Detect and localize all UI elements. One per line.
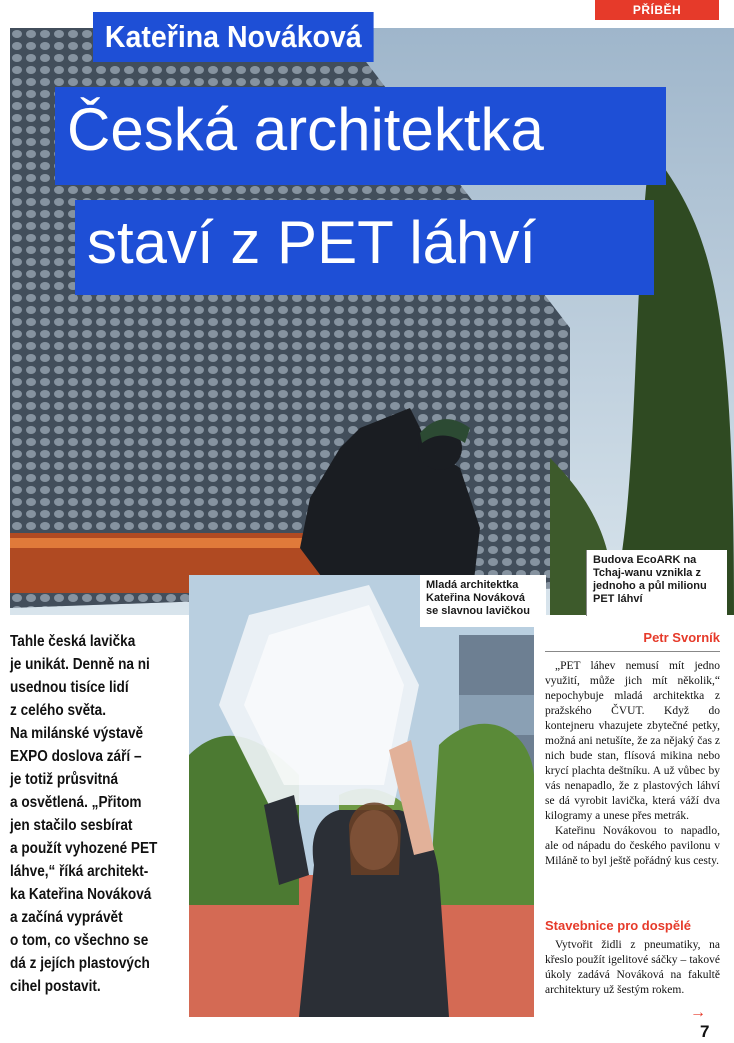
- article-body: [545, 659, 720, 869]
- lead-line: EXPO doslova září –: [10, 748, 142, 765]
- architect-with-bench-illustration: [189, 575, 534, 1017]
- page-number: 7: [700, 1022, 710, 1041]
- lead-line: láhve,“ říká architekt-: [10, 863, 149, 880]
- continue-arrow-icon: →: [690, 1004, 706, 1021]
- lead-line: o tom, co všechno se: [10, 932, 149, 949]
- lead-line: je totiž průsvitná: [10, 771, 119, 788]
- lead-line: cihel postavit.: [10, 978, 101, 995]
- body-paragraph: Vytvořit židli z pneumatiky, na křeslo použít igelitové sáčky – takové úkoly zadává Nováková na fakultě architektury už šestým rokem.: [545, 939, 720, 996]
- section-tag: PŘÍBĚH: [595, 0, 719, 20]
- headline-line-2: staví z PET láhví: [75, 200, 654, 295]
- lead-line: Na milánské výstavě: [10, 725, 144, 742]
- lead-line: ka Kateřina Nováková: [10, 886, 152, 903]
- author-byline: Petr Svorník: [643, 630, 720, 645]
- building-caption: Budova EcoARK na Tchaj-wanu vznikla z jednoho a půl milionu PET láhví: [586, 550, 727, 616]
- lead-line: jen stačilo sesbírat: [10, 817, 133, 834]
- lead-paragraph: [10, 630, 159, 998]
- lead-line: je unikát. Denně na ni: [10, 656, 150, 673]
- lead-line: dá z jejích plastových: [10, 955, 150, 972]
- body-paragraph: „PET láhev nemusí mít jedno využití, může jich mít několik,“ nepochybuje mladá architektka z pražského ČVUT. Když do kontejneru vhazujete zbytečné petky, možná ani netušíte, že za nějaký čas z nich bude stan, flísová mikina nebo krycí plachta deštníku. A už vůbec by vás nenapadlo, že z plastových láhví se dá vyrobit lavička, která váží dva kilogramy a unese přes metrák.: [545, 660, 720, 822]
- subheading: Stavebnice pro dospělé: [545, 918, 691, 933]
- lead-line: a osvětlená. „Přitom: [10, 794, 142, 811]
- lead-line: usednou tisíce lidí: [10, 679, 129, 696]
- lead-line: z celého světa.: [10, 702, 107, 719]
- article-body-continued: [545, 938, 720, 998]
- portrait-photo: [189, 575, 534, 1017]
- body-paragraph: Kateřinu Novákovou to napadlo, ale od nápadu do českého pavilonu v Miláně to byl ještě pořádný kus cesty.: [545, 825, 720, 867]
- headline-line-1: Česká architektka: [55, 87, 666, 185]
- byline-divider: [545, 651, 720, 652]
- lead-line: a začíná vyprávět: [10, 909, 123, 926]
- person-name-banner: Kateřina Nováková: [93, 12, 374, 62]
- portrait-caption: Mladá architektka Kateřina Nováková se slavnou lavičkou: [420, 575, 546, 627]
- lead-line: Tahle česká lavička: [10, 633, 136, 650]
- lead-line: a použít vyhozené PET: [10, 840, 158, 857]
